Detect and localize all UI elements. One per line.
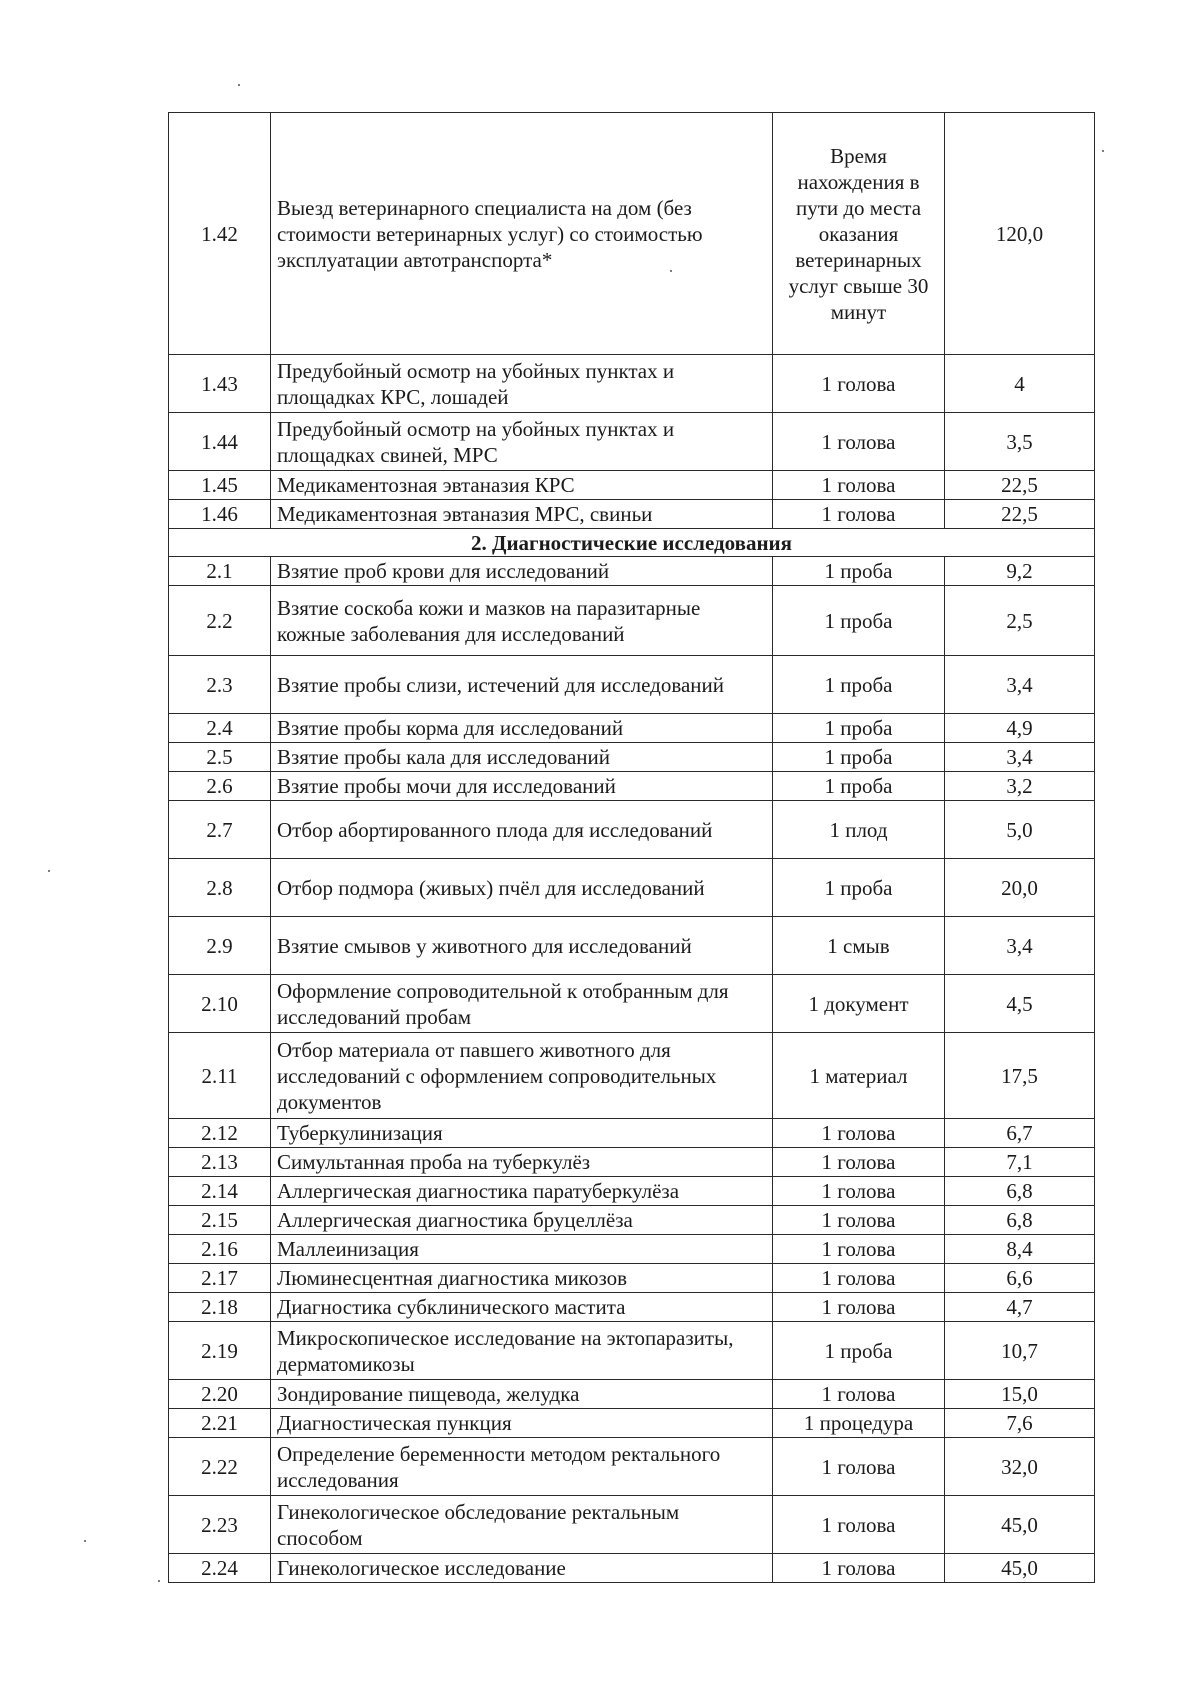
table-row bbox=[169, 500, 1095, 529]
service-name: Маллеинизация bbox=[271, 1235, 773, 1264]
price-table-body bbox=[169, 113, 1095, 1583]
table-row bbox=[169, 1293, 1095, 1322]
row-number: 2.6 bbox=[169, 772, 271, 801]
unit-of-measure: 1 голова bbox=[773, 1148, 945, 1177]
row-number: 1.46 bbox=[169, 500, 271, 529]
price-value: 4,9 bbox=[945, 714, 1095, 743]
unit-of-measure: 1 голова bbox=[773, 1380, 945, 1409]
unit-of-measure: 1 плод bbox=[773, 801, 945, 859]
unit-of-measure: 1 процедура bbox=[773, 1409, 945, 1438]
table-row bbox=[169, 1264, 1095, 1293]
row-number: 2.2 bbox=[169, 586, 271, 656]
scan-speck bbox=[1102, 150, 1104, 152]
unit-of-measure: 1 голова bbox=[773, 1177, 945, 1206]
service-name: Отбор материала от павшего животного для исследований с оформлением сопроводительных документов bbox=[271, 1033, 773, 1119]
table-row bbox=[169, 859, 1095, 917]
row-number: 2.5 bbox=[169, 743, 271, 772]
unit-of-measure: 1 голова bbox=[773, 471, 945, 500]
unit-of-measure: 1 документ bbox=[773, 975, 945, 1033]
price-value: 17,5 bbox=[945, 1033, 1095, 1119]
table-row bbox=[169, 714, 1095, 743]
row-number: 2.4 bbox=[169, 714, 271, 743]
price-value: 3,4 bbox=[945, 656, 1095, 714]
price-value: 3,5 bbox=[945, 413, 1095, 471]
service-name: Гинекологическое исследование bbox=[271, 1554, 773, 1583]
service-name: Выезд ветеринарного специалиста на дом (без стоимости ветеринарных услуг) со стоимостью эксплуатации автотранспорта* bbox=[271, 113, 773, 355]
service-name: Взятие пробы кала для исследований bbox=[271, 743, 773, 772]
table-row bbox=[169, 355, 1095, 413]
unit-of-measure: Время нахождения в пути до места оказания ветеринарных услуг свыше 30 минут bbox=[773, 113, 945, 355]
price-value: 3,4 bbox=[945, 743, 1095, 772]
scan-speck bbox=[238, 84, 240, 86]
service-name: Гинекологическое обследование ректальным способом bbox=[271, 1496, 773, 1554]
row-number: 2.10 bbox=[169, 975, 271, 1033]
service-name: Взятие пробы слизи, истечений для исследований bbox=[271, 656, 773, 714]
service-name: Микроскопическое исследование на эктопаразиты, дерматомикозы bbox=[271, 1322, 773, 1380]
scan-speck bbox=[48, 870, 50, 872]
table-row bbox=[169, 471, 1095, 500]
scan-speck bbox=[84, 1540, 86, 1542]
table-row bbox=[169, 975, 1095, 1033]
table-row bbox=[169, 413, 1095, 471]
row-number: 2.14 bbox=[169, 1177, 271, 1206]
unit-of-measure: 1 проба bbox=[773, 1322, 945, 1380]
row-number: 2.19 bbox=[169, 1322, 271, 1380]
service-name: Взятие пробы корма для исследований bbox=[271, 714, 773, 743]
service-name: Взятие соскоба кожи и мазков на паразитарные кожные заболевания для исследований bbox=[271, 586, 773, 656]
table-row bbox=[169, 1206, 1095, 1235]
table-row bbox=[169, 1409, 1095, 1438]
row-number: 1.42 bbox=[169, 113, 271, 355]
service-name: Аллергическая диагностика бруцеллёза bbox=[271, 1206, 773, 1235]
table-row bbox=[169, 801, 1095, 859]
service-name: Симультанная проба на туберкулёз bbox=[271, 1148, 773, 1177]
service-name: Оформление сопроводительной к отобранным для исследований пробам bbox=[271, 975, 773, 1033]
price-value: 3,2 bbox=[945, 772, 1095, 801]
service-name: Зондирование пищевода, желудка bbox=[271, 1380, 773, 1409]
table-row bbox=[169, 1438, 1095, 1496]
unit-of-measure: 1 голова bbox=[773, 1554, 945, 1583]
price-value: 4,5 bbox=[945, 975, 1095, 1033]
unit-of-measure: 1 проба bbox=[773, 586, 945, 656]
service-name: Медикаментозная эвтаназия КРС bbox=[271, 471, 773, 500]
table-row bbox=[169, 1119, 1095, 1148]
price-value: 4 bbox=[945, 355, 1095, 413]
row-number: 2.13 bbox=[169, 1148, 271, 1177]
row-number: 2.11 bbox=[169, 1033, 271, 1119]
price-value: 4,7 bbox=[945, 1293, 1095, 1322]
table-row bbox=[169, 1380, 1095, 1409]
unit-of-measure: 1 голова bbox=[773, 1293, 945, 1322]
row-number: 2.15 bbox=[169, 1206, 271, 1235]
row-number: 2.20 bbox=[169, 1380, 271, 1409]
service-name: Отбор подмора (живых) пчёл для исследований bbox=[271, 859, 773, 917]
scan-speck bbox=[158, 1580, 160, 1582]
table-row bbox=[169, 1235, 1095, 1264]
price-value: 10,7 bbox=[945, 1322, 1095, 1380]
unit-of-measure: 1 проба bbox=[773, 656, 945, 714]
price-value: 6,8 bbox=[945, 1177, 1095, 1206]
price-value: 6,7 bbox=[945, 1119, 1095, 1148]
table-row bbox=[169, 1177, 1095, 1206]
unit-of-measure: 1 проба bbox=[773, 859, 945, 917]
price-value: 20,0 bbox=[945, 859, 1095, 917]
service-name: Взятие проб крови для исследований bbox=[271, 557, 773, 586]
row-number: 2.12 bbox=[169, 1119, 271, 1148]
table-row bbox=[169, 1148, 1095, 1177]
table-row bbox=[169, 1554, 1095, 1583]
price-value: 7,1 bbox=[945, 1148, 1095, 1177]
unit-of-measure: 1 голова bbox=[773, 1496, 945, 1554]
price-value: 15,0 bbox=[945, 1380, 1095, 1409]
price-value: 45,0 bbox=[945, 1554, 1095, 1583]
unit-of-measure: 1 смыв bbox=[773, 917, 945, 975]
price-value: 9,2 bbox=[945, 557, 1095, 586]
price-value: 6,6 bbox=[945, 1264, 1095, 1293]
unit-of-measure: 1 голова bbox=[773, 1119, 945, 1148]
service-name: Туберкулинизация bbox=[271, 1119, 773, 1148]
unit-of-measure: 1 голова bbox=[773, 413, 945, 471]
row-number: 2.24 bbox=[169, 1554, 271, 1583]
price-value: 5,0 bbox=[945, 801, 1095, 859]
unit-of-measure: 1 проба bbox=[773, 714, 945, 743]
price-value: 22,5 bbox=[945, 471, 1095, 500]
service-name: Определение беременности методом ректального исследования bbox=[271, 1438, 773, 1496]
price-table bbox=[168, 112, 1095, 1583]
service-name: Отбор абортированного плода для исследований bbox=[271, 801, 773, 859]
price-value: 2,5 bbox=[945, 586, 1095, 656]
row-number: 2.7 bbox=[169, 801, 271, 859]
table-row bbox=[169, 1496, 1095, 1554]
section-title: 2. Диагностические исследования bbox=[169, 529, 1095, 557]
row-number: 2.17 bbox=[169, 1264, 271, 1293]
service-name: Взятие смывов у животного для исследований bbox=[271, 917, 773, 975]
table-row bbox=[169, 113, 1095, 355]
unit-of-measure: 1 голова bbox=[773, 1235, 945, 1264]
service-name: Предубойный осмотр на убойных пунктах и площадках КРС, лошадей bbox=[271, 355, 773, 413]
unit-of-measure: 1 проба bbox=[773, 743, 945, 772]
service-name: Аллергическая диагностика паратуберкулёза bbox=[271, 1177, 773, 1206]
price-value: 45,0 bbox=[945, 1496, 1095, 1554]
table-row bbox=[169, 1033, 1095, 1119]
service-name: Взятие пробы мочи для исследований bbox=[271, 772, 773, 801]
row-number: 2.21 bbox=[169, 1409, 271, 1438]
row-number: 2.1 bbox=[169, 557, 271, 586]
service-name: Предубойный осмотр на убойных пунктах и площадках свиней, МРС bbox=[271, 413, 773, 471]
row-number: 1.45 bbox=[169, 471, 271, 500]
row-number: 2.18 bbox=[169, 1293, 271, 1322]
unit-of-measure: 1 голова bbox=[773, 355, 945, 413]
price-value: 120,0 bbox=[945, 113, 1095, 355]
unit-of-measure: 1 проба bbox=[773, 557, 945, 586]
price-value: 7,6 bbox=[945, 1409, 1095, 1438]
row-number: 2.3 bbox=[169, 656, 271, 714]
price-value: 8,4 bbox=[945, 1235, 1095, 1264]
unit-of-measure: 1 голова bbox=[773, 1438, 945, 1496]
service-name: Диагностика субклинического мастита bbox=[271, 1293, 773, 1322]
row-number: 1.43 bbox=[169, 355, 271, 413]
price-value: 22,5 bbox=[945, 500, 1095, 529]
table-row bbox=[169, 1322, 1095, 1380]
price-value: 32,0 bbox=[945, 1438, 1095, 1496]
table-row bbox=[169, 772, 1095, 801]
price-value: 6,8 bbox=[945, 1206, 1095, 1235]
unit-of-measure: 1 материал bbox=[773, 1033, 945, 1119]
table-row bbox=[169, 656, 1095, 714]
section-header-row bbox=[169, 529, 1095, 557]
row-number: 2.22 bbox=[169, 1438, 271, 1496]
row-number: 2.9 bbox=[169, 917, 271, 975]
service-name: Люминесцентная диагностика микозов bbox=[271, 1264, 773, 1293]
row-number: 2.23 bbox=[169, 1496, 271, 1554]
unit-of-measure: 1 голова bbox=[773, 1264, 945, 1293]
table-row bbox=[169, 557, 1095, 586]
price-value: 3,4 bbox=[945, 917, 1095, 975]
unit-of-measure: 1 голова bbox=[773, 1206, 945, 1235]
row-number: 2.8 bbox=[169, 859, 271, 917]
service-name: Диагностическая пункция bbox=[271, 1409, 773, 1438]
unit-of-measure: 1 голова bbox=[773, 500, 945, 529]
unit-of-measure: 1 проба bbox=[773, 772, 945, 801]
service-name: Медикаментозная эвтаназия МРС, свиньи bbox=[271, 500, 773, 529]
row-number: 1.44 bbox=[169, 413, 271, 471]
table-row bbox=[169, 917, 1095, 975]
row-number: 2.16 bbox=[169, 1235, 271, 1264]
table-row bbox=[169, 586, 1095, 656]
table-row bbox=[169, 743, 1095, 772]
